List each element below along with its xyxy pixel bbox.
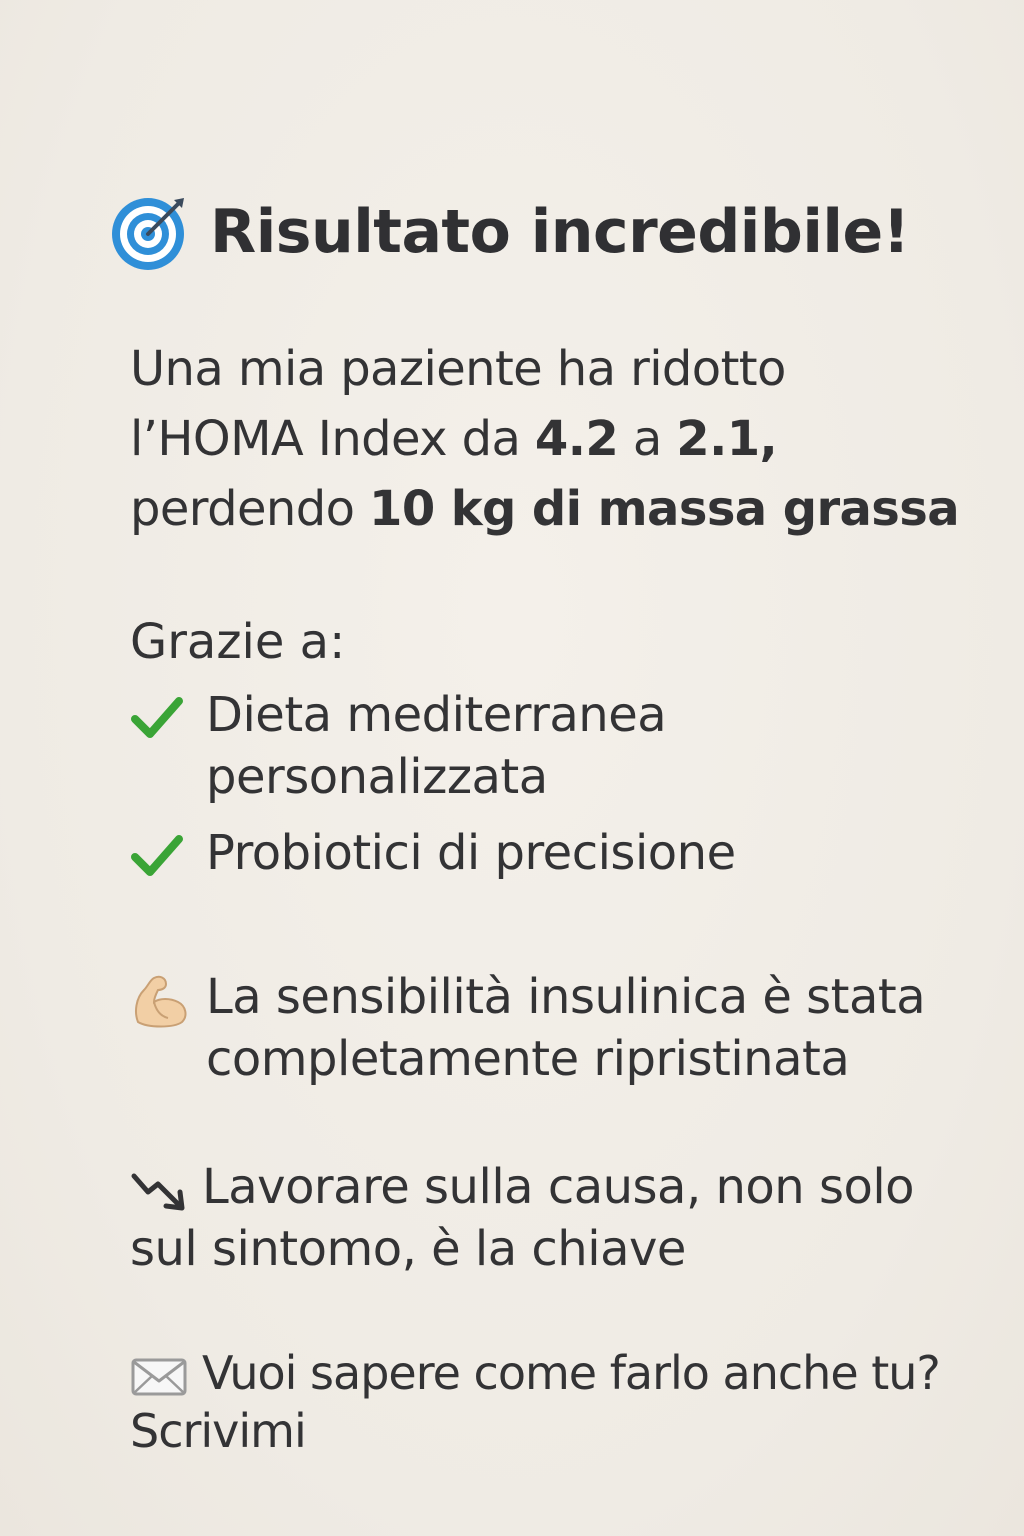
intro-line-1: Una mia paziente ha ridotto — [130, 341, 786, 397]
envelope-icon — [130, 1357, 188, 1397]
checklist-item — [130, 684, 666, 808]
insulin-paragraph — [130, 966, 925, 1090]
fat-loss-value: 10 kg di massa grassa — [369, 481, 960, 537]
intro-text: perdendo — [130, 481, 370, 537]
title-row — [108, 192, 910, 272]
thanks-label: Grazie a: — [130, 614, 346, 670]
homa-before-value: 4.2 — [534, 411, 619, 467]
check-mark-icon — [130, 692, 184, 742]
intro-line-2 — [130, 404, 990, 474]
cause-text: Lavorare sulla causa, non solo — [202, 1159, 915, 1215]
homa-after-value: 2.1, — [676, 411, 778, 467]
insulin-line-2: completamente ripristinata — [206, 1031, 850, 1087]
checklist-item-line: personalizzata — [206, 749, 548, 805]
cta-paragraph — [130, 1344, 940, 1460]
cta-line-2: Scrivimi — [130, 1404, 306, 1458]
cause-paragraph — [130, 1156, 914, 1280]
checklist-item — [130, 822, 736, 884]
cta-text: Vuoi sapere come farlo anche tu? — [202, 1346, 940, 1400]
checklist-item-line: Probiotici di precisione — [206, 825, 736, 881]
cause-line-2: sul sintomo, è la chiave — [130, 1221, 686, 1277]
checklist-item-text — [206, 684, 666, 808]
intro-paragraph — [130, 334, 990, 544]
flexed-biceps-icon — [130, 972, 192, 1028]
intro-text: a — [618, 411, 677, 467]
cause-line-1 — [130, 1156, 914, 1218]
down-right-arrow-icon — [130, 1168, 188, 1212]
intro-text: l’HOMA Index da — [130, 411, 535, 467]
intro-line-3 — [130, 474, 990, 544]
checklist-item-line: Dieta mediterranea — [206, 687, 667, 743]
direct-hit-target-icon — [108, 192, 188, 272]
insulin-line-1 — [130, 966, 925, 1028]
post-title: Risultato incredibile! — [210, 197, 910, 267]
insulin-text: La sensibilità insulinica è stata — [206, 969, 926, 1025]
check-mark-icon — [130, 830, 184, 880]
checklist-item-text — [206, 822, 736, 884]
cta-line-1 — [130, 1344, 940, 1402]
